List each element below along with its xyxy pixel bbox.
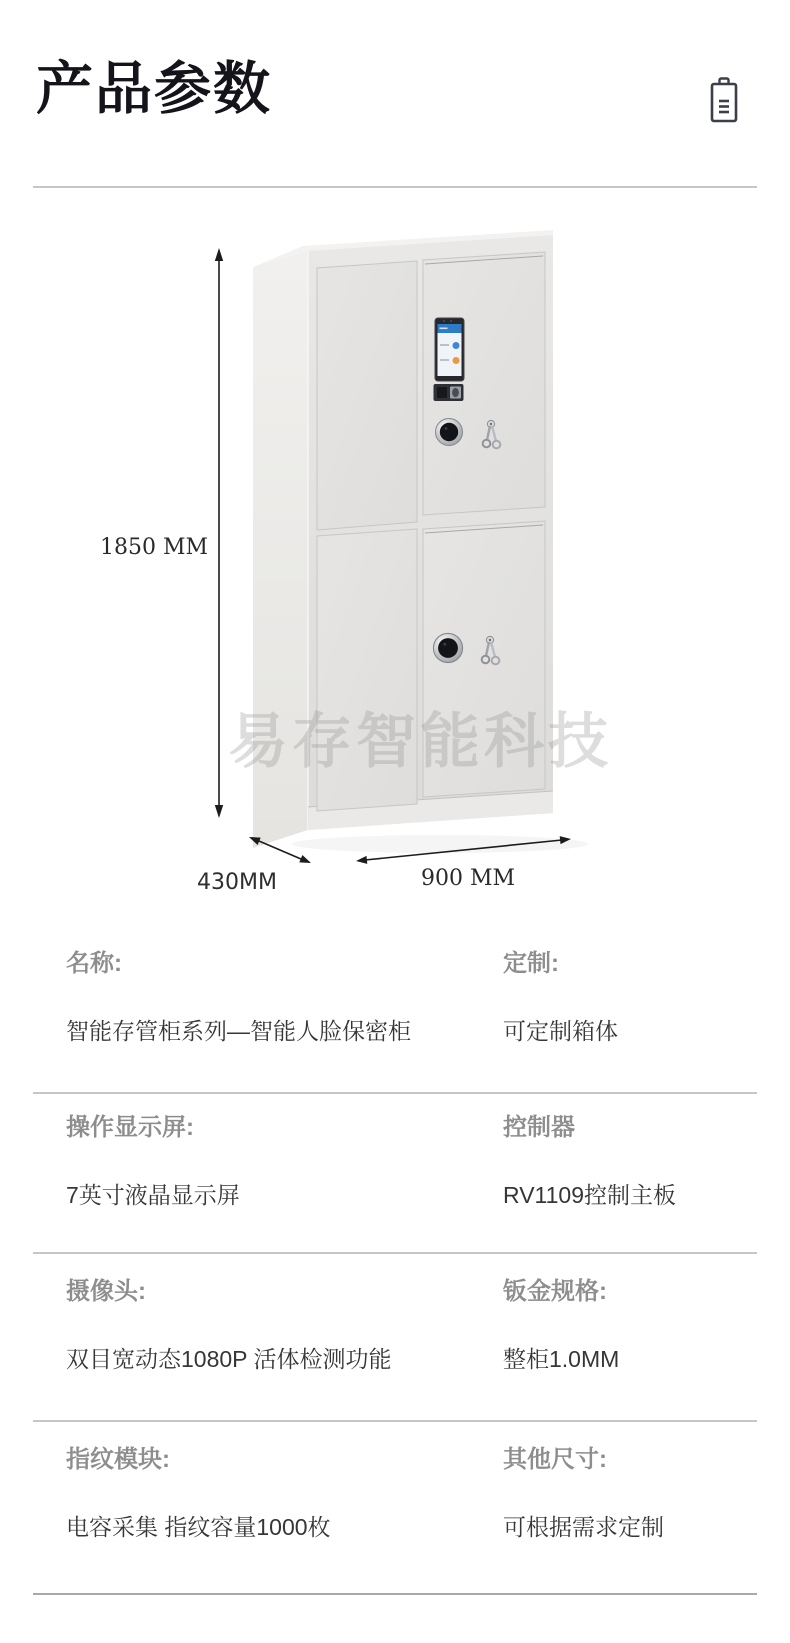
depth-dimension-label: 430MM xyxy=(197,870,277,895)
spec-label-controller: 控制器 xyxy=(503,1114,575,1141)
height-dimension-label: 1850 MM xyxy=(99,535,209,560)
spec-value-controller: RV1109控制主板 xyxy=(503,1182,676,1208)
spec-label-fingerprint: 指纹模块: xyxy=(66,1446,170,1473)
bottom-divider xyxy=(33,1593,757,1595)
cabinet-shadow xyxy=(292,835,588,853)
spec-value-camera: 双目宽动态1080P 活体检测功能 xyxy=(66,1346,392,1372)
section-divider xyxy=(33,1420,757,1422)
cabinet-figure xyxy=(0,210,790,900)
spec-label-customization: 定制: xyxy=(503,950,559,977)
spec-value-name: 智能存管柜系列—智能人脸保密柜 xyxy=(66,1018,411,1044)
spec-label-sheet-metal: 钣金规格: xyxy=(503,1278,607,1305)
height-dimension-arrow xyxy=(215,248,223,818)
door-upper-right xyxy=(423,252,545,515)
width-dimension-label: 900 MM xyxy=(420,866,516,891)
fingerprint-reader xyxy=(434,384,464,401)
spec-value-customization: 可定制箱体 xyxy=(503,1018,618,1044)
spec-label-camera: 摄像头: xyxy=(66,1278,146,1305)
section-divider xyxy=(33,1252,757,1254)
page-title: 产品参数 xyxy=(36,57,272,121)
screen-display xyxy=(435,318,464,381)
spec-value-sheet-metal: 整柜1.0MM xyxy=(503,1346,620,1372)
section-divider xyxy=(33,1092,757,1094)
spec-value-fingerprint: 电容采集 指纹容量1000枚 xyxy=(66,1514,331,1540)
watermark-text: 易存智能科技 xyxy=(228,708,612,775)
spec-label-other-sizes: 其他尺寸: xyxy=(503,1446,607,1473)
header-divider xyxy=(33,186,757,188)
spec-value-display: 7英寸液晶显示屏 xyxy=(66,1182,240,1208)
door-upper-left xyxy=(317,261,417,530)
battery-icon xyxy=(710,77,738,123)
spec-label-name: 名称: xyxy=(66,950,122,977)
spec-value-other-sizes: 可根据需求定制 xyxy=(503,1514,664,1540)
spec-label-display: 操作显示屏: xyxy=(66,1114,194,1141)
